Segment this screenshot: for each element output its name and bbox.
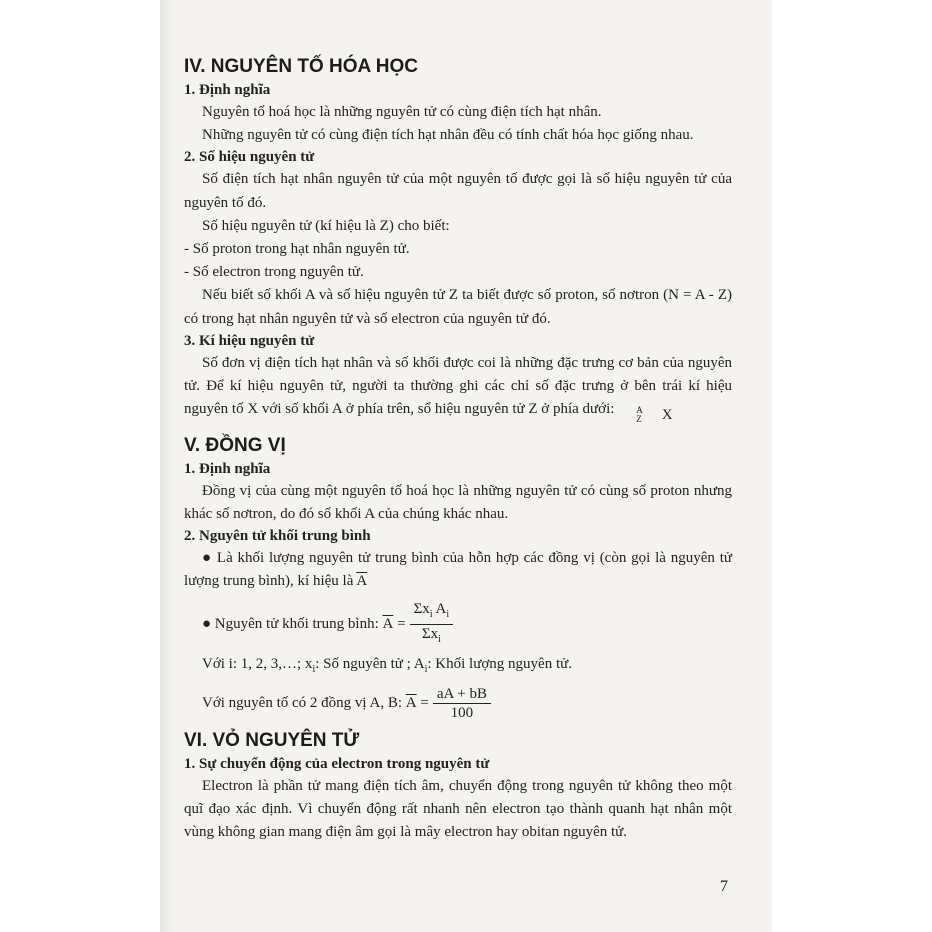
page-number: 7 [720,878,728,895]
paragraph: Số điện tích hạt nhân nguyên tử của một nguyên tố được gọi là số hiệu nguyên tử của nguyên tố đó. [184,171,732,211]
page-content [184,50,732,844]
fraction-numerator: aA + bB [433,685,491,704]
formula-label: ● Nguyên tử khối trung bình: [202,616,379,633]
subscript: i [429,608,433,620]
nuclide-symbol [618,404,672,427]
bullet-paragraph [184,547,732,593]
subheading-atomic-number: 2. Số hiệu nguyên tử [184,149,315,166]
formula-lhs: $\overline{A}$ [405,695,417,712]
list-item: - Số electron trong nguyên tử. [184,264,364,281]
subscript: i [446,608,450,620]
paragraph: Đồng vị của cùng một nguyên tố hoá học là những nguyên tử có cùng số proton nhưng khác số nơtron, do đó số khối A của chúng khác nhau. [184,482,732,523]
average-mass-symbol: $\overline{A}$ [356,573,368,590]
section-heading-electron-shell: VI. VỎ NGUYÊN TỬ [184,729,360,751]
formula-legend [184,653,732,681]
legend-text: : Khối lượng nguyên tử. [427,655,572,672]
fraction [410,600,454,649]
subheading-average-atomic-mass: 2. Nguyên tử khối trung bình [184,528,371,545]
legend-text: : Số nguyên tử ; A [315,655,425,672]
section-heading-chemical-element: IV. NGUYÊN TỐ HÓA HỌC [184,56,419,77]
paragraph: Nếu biết số khối A và số hiệu nguyên tử Z ta biết được số proton, số nơtron (N = A - Z) có trong hạt nhân nguyên tử và số electron của nguyên tử đó. [184,287,732,327]
paragraph-atomic-symbol [184,352,732,427]
element-symbol: X [661,406,673,423]
paragraph: Nguyên tố hoá học là những nguyên tử có cùng điện tích hạt nhân. [202,104,602,120]
sum-x: Σx [413,600,430,617]
bullet-text: ● Là khối lượng nguyên tử trung bình của hỗn hợp các đồng vị (còn gọi là nguyên tử lượng trung bình), kí hiệu là [184,550,732,590]
subscript: i [424,663,428,675]
atomic-number: Z [636,414,642,425]
fraction-denominator: 100 [450,704,474,721]
subheading-atomic-symbol: 3. Kí hiệu nguyên tử [184,332,315,349]
list-item: - Số proton trong hạt nhân nguyên tử. [184,241,410,258]
legend-text: Với i: 1, 2, 3,…; x [202,655,313,672]
subheading-definition: 1. Định nghĩa [184,82,271,98]
paragraph: Những nguyên tử có cùng điện tích hạt nhân đều có tính chất hóa học giống nhau. [202,127,694,144]
sum-x: Σx [421,625,439,642]
fraction-numerator [410,600,454,625]
formula-average-mass: ● Nguyên tử khối trung bình: $\overline{A}$ = $\frac{\Sigma x_i A_i}{\Sigma x_i}$ [202,600,732,649]
fraction [433,685,491,722]
mass-number: A [636,405,643,416]
paragraph-text: Số đơn vị điện tích hạt nhân và số khối được coi là những đặc trưng cơ bản của nguyên tử. Để kí hiệu nguyên tử, người ta thường ghi các chỉ số đặc trưng ở bên trái kí hiệu nguyên tố X với số khối A ở phía trên, số hiệu nguyên tử Z ở phía dưới: [184,354,732,418]
formula-label: Với nguyên tố có 2 đồng vị A, B: [202,695,403,712]
section-heading-isotopes: V. ĐỒNG VỊ [184,434,286,456]
paragraph: Electron là phần tử mang điện tích âm, chuyển động trong nguyên tử không theo một quĩ đạo xác định. Vì chuyển động rất nhanh nên electron tạo thành quanh hạt nhân một vùng không gian mang điện âm gọi là mây electron hay obitan nguyên tử. [184,777,732,841]
paragraph: Số hiệu nguyên tử (kí hiệu là Z) cho biết: [202,217,450,234]
subscript: i [438,633,441,645]
subheading-definition: 1. Định nghĩa [184,460,271,477]
subscript: i [312,663,316,675]
subheading-electron-motion: 1. Sự chuyển động của electron trong nguyên tử [184,755,490,772]
term-a: A [432,600,447,617]
fraction-denominator [418,625,445,649]
formula-lhs: $\overline{A}$ [382,616,394,633]
formula-two-isotopes: Với nguyên tố có 2 đồng vị A, B: $\overline{A}$ = $\frac{aA + bB}{100}$ [202,685,732,722]
